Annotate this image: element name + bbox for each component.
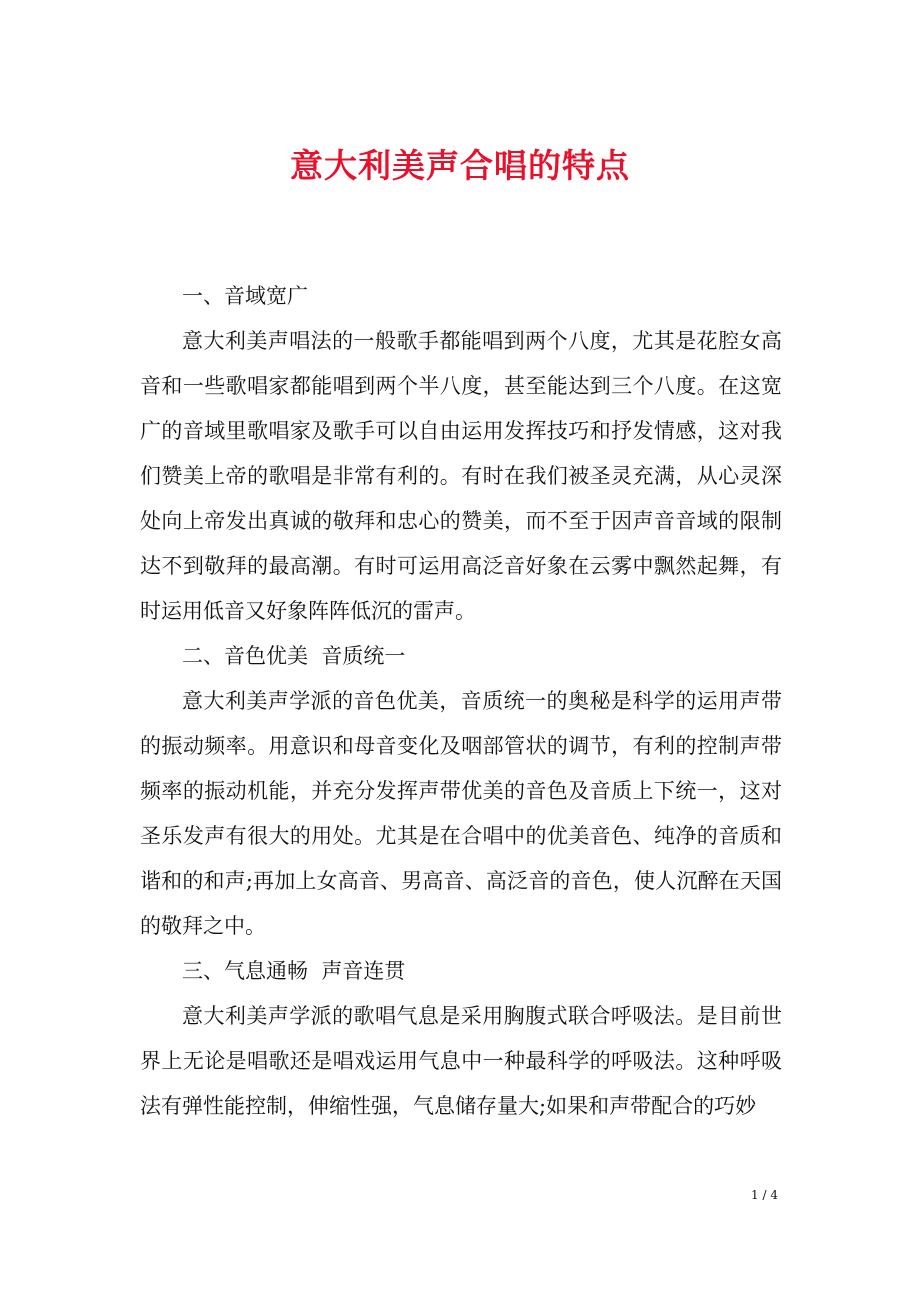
document-body	[140, 274, 782, 1129]
document-title: 意大利美声合唱的特点	[290, 146, 630, 185]
section-heading-2: 二、音色优美 音质统一	[182, 644, 406, 668]
section-paragraph-3: 意大利美声学派的歌唱气息是采用胸腹式联合呼吸法。是目前世界上无论是唱歌还是唱戏运用气息中一种最科学的呼吸法。这种呼吸法有弹性能控制，伸缩性强，气息储存量大;如果和声带配合的巧妙	[140, 1004, 782, 1118]
section-heading-3: 三、气息通畅 声音连贯	[182, 959, 406, 983]
section-paragraph-1: 意大利美声唱法的一般歌手都能唱到两个八度，尤其是花腔女高音和一些歌唱家都能唱到两个半八度，甚至能达到三个八度。在这宽广的音域里歌唱家及歌手可以自由运用发挥技巧和抒发情感，这对我们赞美上帝的歌唱是非常有利的。有时在我们被圣灵充满，从心灵深处向上帝发出真诚的敬拜和忠心的赞美，而不至于因声音音域的限制达不到敬拜的最高潮。有时可运用高泛音好象在云雾中飘然起舞，有时运用低音又好象阵阵低沉的雷声。	[140, 329, 782, 623]
section-paragraph-2: 意大利美声学派的音色优美，音质统一的奥秘是科学的运用声带的振动频率。用意识和母音变化及咽部管状的调节，有利的控制声带频率的振动机能，并充分发挥声带优美的音色及音质上下统一，这对圣乐发声有很大的用处。尤其是在合唱中的优美音色、纯净的音质和谐和的和声;再加上女高音、男高音、高泛音的音色，使人沉醉在天国的敬拜之中。	[140, 689, 782, 938]
page-number: 1 / 4	[751, 1188, 778, 1202]
section-heading-1: 一、音域宽广	[182, 284, 308, 308]
